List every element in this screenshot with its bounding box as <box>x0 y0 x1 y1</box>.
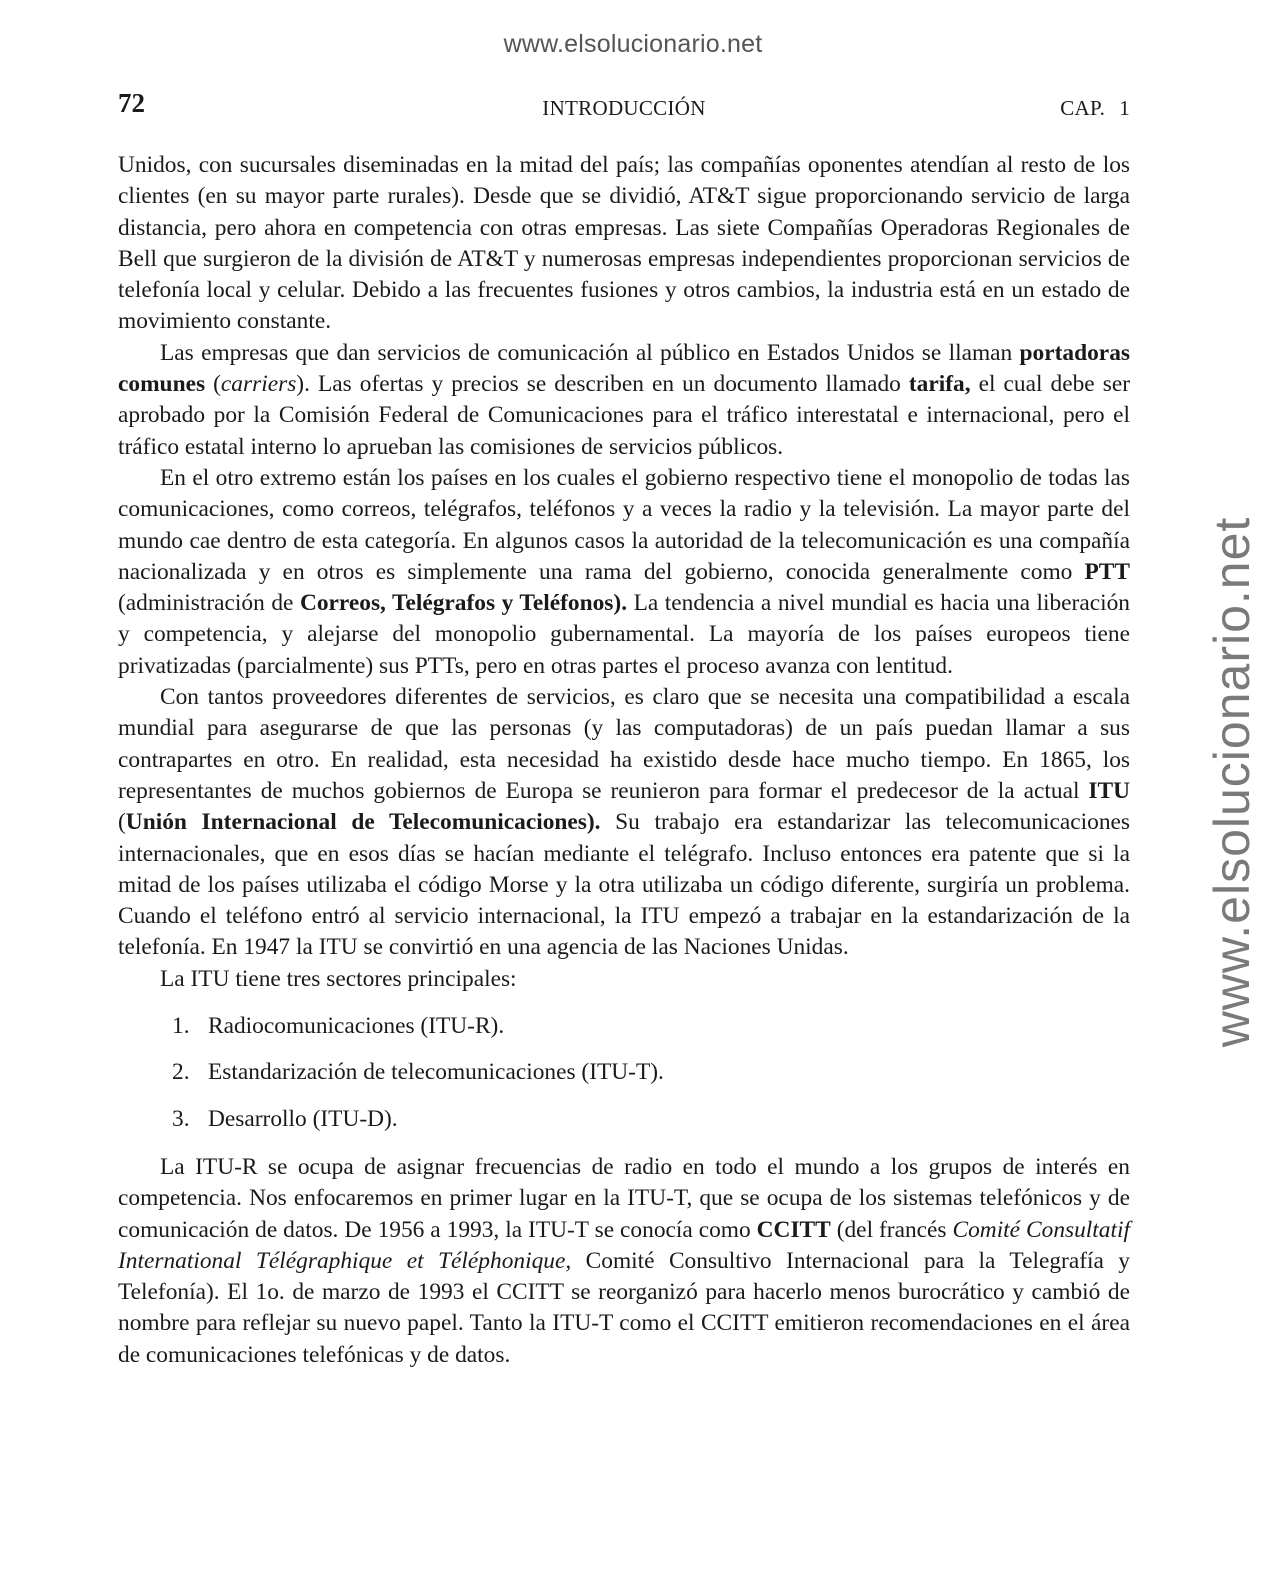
term-union-internacional: Unión Internacional de Telecomunicaciones). <box>125 809 601 836</box>
p3-text-c: (administración de <box>118 590 300 617</box>
list-item-number: 3. <box>172 1105 190 1132</box>
list-item-text: Estandarización de telecomunicaciones (ITU-T). <box>208 1059 664 1086</box>
chapter-prefix: CAP. <box>1060 96 1106 120</box>
running-title: INTRODUCCIÓN <box>542 96 706 120</box>
p4-text-a: Con tantos proveedores diferentes de servicios, es claro que se necesita una compatibilidad a escala mundial para asegurarse de que las personas (y las computadoras) de un país puedan llamar a sus contrapartes en otro. En realidad, esta necesidad ha existido desde hace mucho tiempo. En 1865, los representantes de muchos gobiernos de Europa se reunieron para formar el predecesor de la actual <box>118 684 1130 804</box>
list-item <box>118 1104 1130 1135</box>
p6-text-a: La ITU-R se ocupa de asignar frecuencias de radio en todo el mundo a los grupos de interés en competencia. Nos enfocaremos en primer lugar en la ITU-T, que se ocupa de los sistemas telefónicos y de comunicación de datos. De 1956 a 1993, la ITU-T se conocía como <box>118 1153 1130 1243</box>
term-itu: ITU <box>1088 777 1130 804</box>
term-comite-consultatif: Comité Consultatif International Télégraphique et Téléphonique, <box>118 1216 1130 1274</box>
watermark-side: www.elsolucionario.net <box>1204 516 1260 1048</box>
term-ptt: PTT <box>1084 558 1130 585</box>
list-item <box>118 1057 1130 1088</box>
list-item-text: Radiocomunicaciones (ITU-R). <box>208 1013 505 1040</box>
list-item-number: 1. <box>172 1013 190 1040</box>
paragraph-5: La ITU tiene tres sectores principales: <box>160 965 517 992</box>
term-correos-telegrafos-telefonos: Correos, Telégrafos y Teléfonos). <box>299 590 628 617</box>
p2-text-c: ( <box>205 371 221 398</box>
p2-text-a: Las empresas que dan servicios de comunicación al público en Estados Unidos se llaman <box>160 339 1020 366</box>
running-head <box>118 88 1130 128</box>
chapter-number: 1 <box>1119 96 1130 120</box>
term-ccitt: CCITT <box>756 1216 831 1243</box>
paragraph-1: Unidos, con sucursales diseminadas en la mitad del país; las compañías oponentes atendían al resto de los clientes (en su mayor parte rurales). Desde que se dividió, AT&T sigue proporcionando servicio de larga distancia, pero ahora en competencia con otras empresas. Las siete Compañías Operadoras Regionales de Bell que surgieron de la división de AT&T y numerosas empresas independientes proporcionan servicios de telefonía local y celular. Debido a las frecuentes fusiones y otros cambios, la industria está en un estado de movimiento constante. <box>118 152 1130 335</box>
p4-text-c: ( <box>118 809 126 836</box>
watermark-top: www.elsolucionario.net <box>503 30 763 58</box>
paragraph-6 <box>118 1152 1130 1371</box>
p3-text-d: La tendencia a nivel mundial es hacia una liberación y competencia, y alejarse del monopolio gubernamental. La mayoría de los países europeos tiene privatizadas (parcialmente) sus PTTs, pero en otras partes el proceso avanza con lentitud. <box>118 590 1130 679</box>
term-portadoras-comunes: portadoras comunes <box>118 339 1130 398</box>
list-item-text: Desarrollo (ITU-D). <box>208 1105 398 1132</box>
paragraph-2 <box>118 338 1130 463</box>
body-text <box>118 150 1130 1371</box>
term-tarifa: tarifa, <box>908 371 971 398</box>
p3-text-a: En el otro extremo están los países en los cuales el gobierno respectivo tiene el monopolio de todas las comunicaciones, como correos, telégrafos, teléfonos y a veces la radio y la televisión. La mayor parte del mundo cae dentro de esta categoría. En algunos casos la autoridad de la telecomunicación es una compañía nacionalizada y en otros es simplemente una rama del gobierno, conocida generalmente como <box>118 464 1130 585</box>
p6-text-d: Comité Consultivo Internacional para la Telegrafía y Telefonía). El 1o. de marzo de 1993 el CCITT se reorganizó para hacerlo menos burocrático y cambió de nombre para reflejar su nuevo papel. Tanto la ITU-T como el CCITT emitieron recomendaciones en el área de comunicaciones telefónicas y de datos. <box>118 1247 1131 1368</box>
paragraph-3 <box>118 463 1130 682</box>
sectors-list <box>118 1011 1130 1135</box>
list-item <box>118 1011 1130 1042</box>
chapter-label <box>1060 96 1130 121</box>
paragraph-4 <box>118 682 1130 964</box>
p4-text-d: Su trabajo era estandarizar las telecomunicaciones internacionales, que en esos días se hacían mediante el telégrafo. Incluso entonces era patente que si la mitad de los países utilizaba el código Morse y la otra utilizaba un código diferente, surgiría un problema. Cuando el teléfono entró al servicio internacional, la ITU empezó a trabajar en la estandarización de la telefonía. En 1947 la ITU se convirtió en una agencia de las Naciones Unidas. <box>118 809 1130 961</box>
term-carriers: carriers <box>220 371 297 398</box>
list-item-number: 2. <box>172 1059 190 1086</box>
p2-text-d: ). Las ofertas y precios se describen en un documento llamado <box>296 371 909 398</box>
page-number: 72 <box>118 88 145 118</box>
p2-text-e: el cual debe ser aprobado por la Comisión Federal de Comunicaciones para el tráfico interestatal e internacional, pero el tráfico estatal interno lo aprueban las comisiones de servicios públicos. <box>118 371 1131 460</box>
p6-text-c: (del francés <box>830 1216 953 1243</box>
